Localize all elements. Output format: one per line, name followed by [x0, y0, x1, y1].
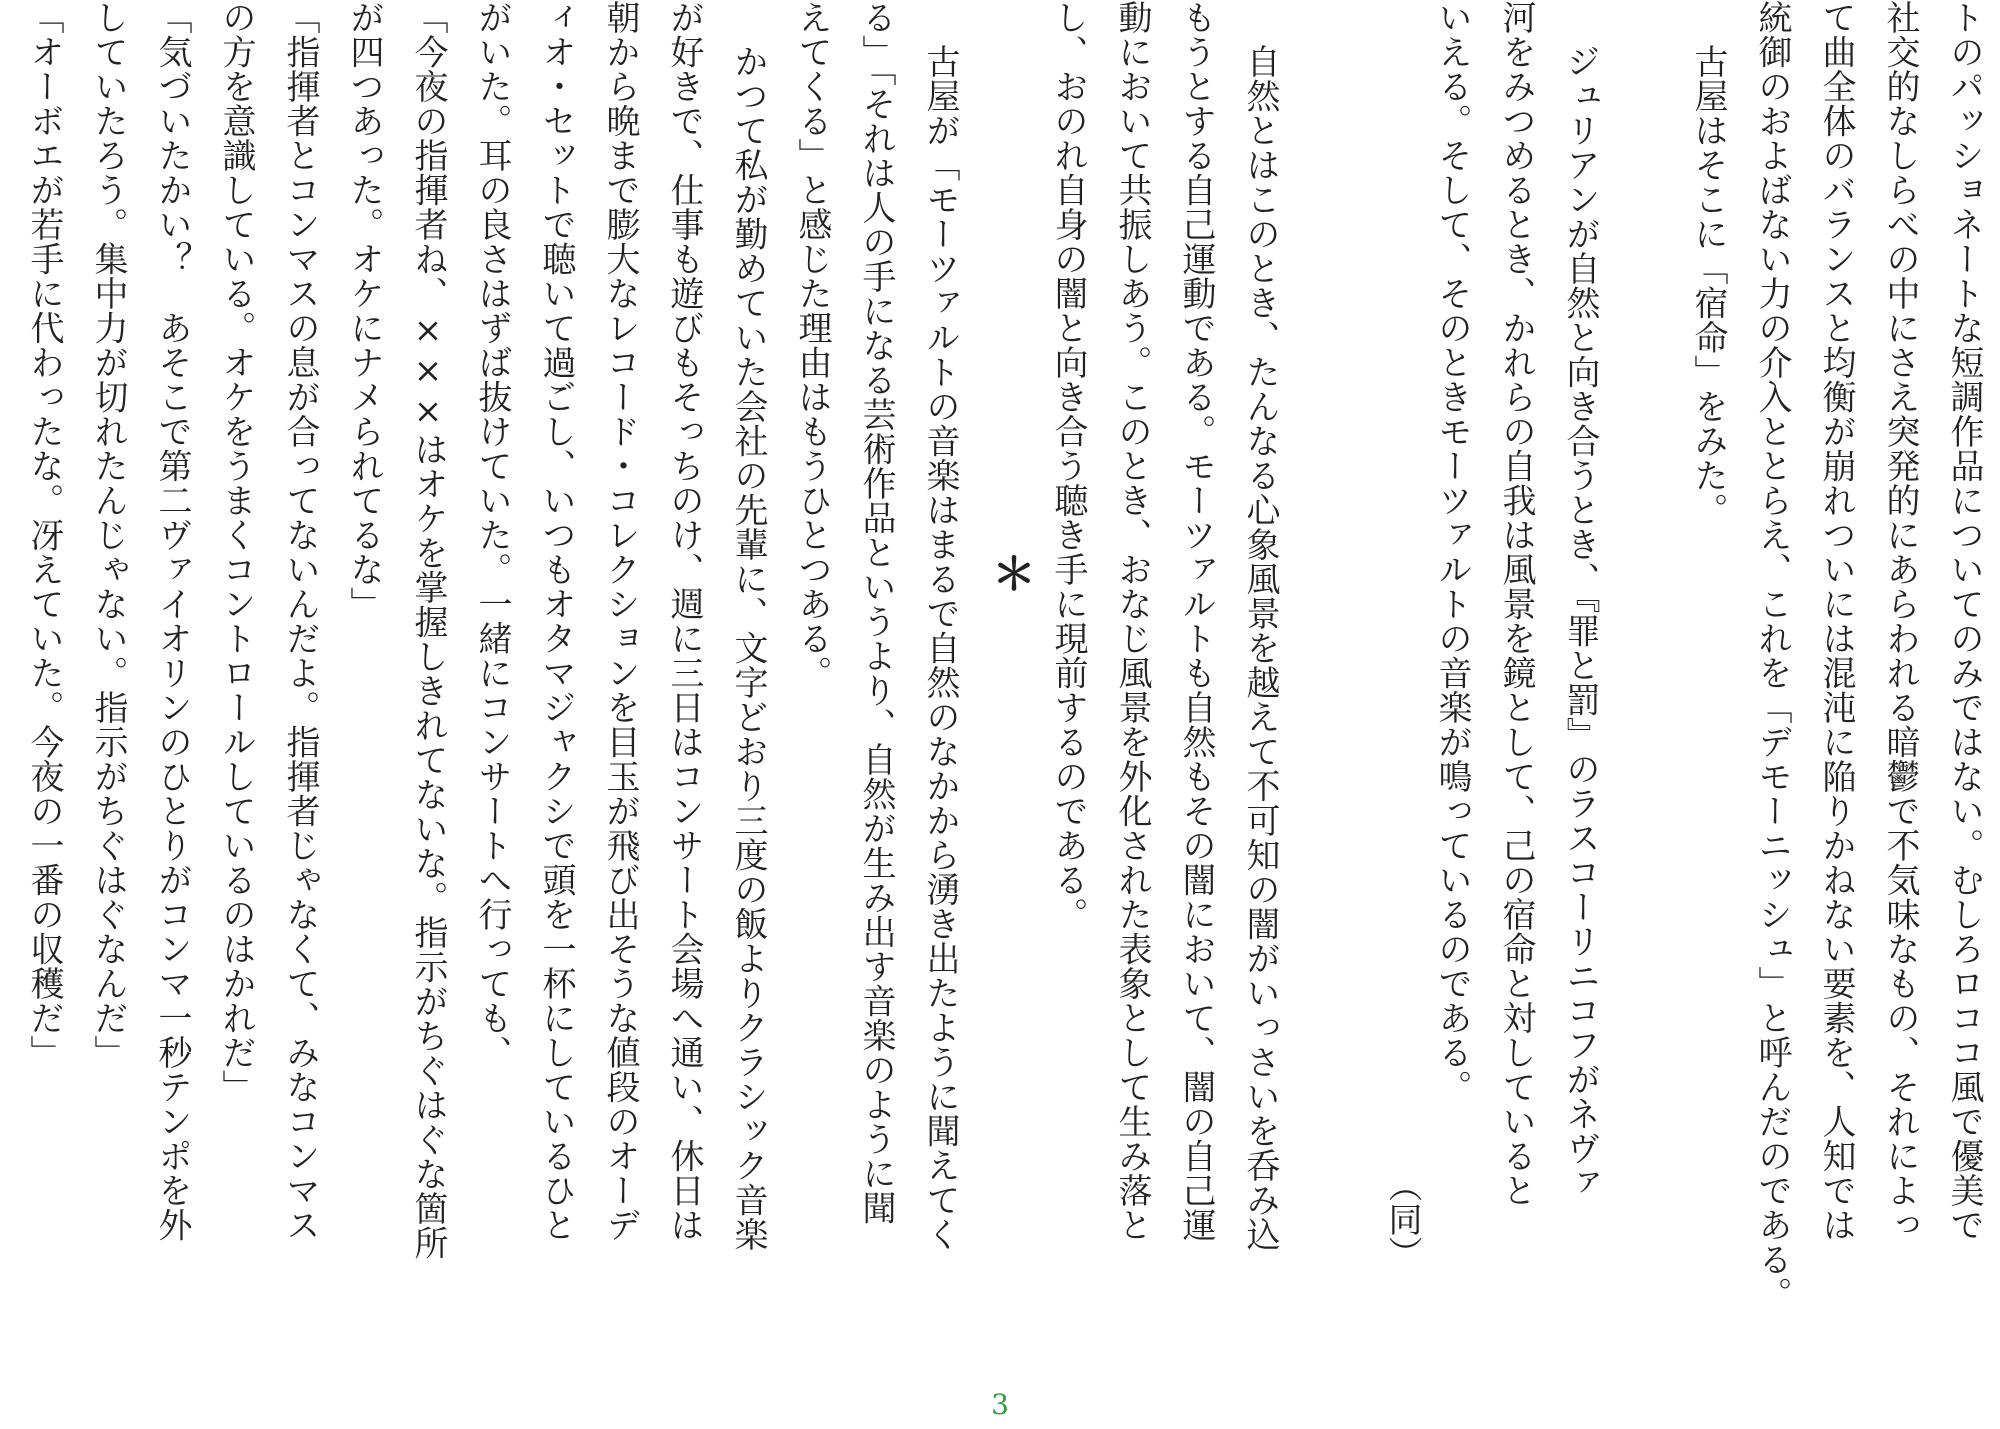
text-line: いえる。そして、そのときモーツァルトの音楽が鳴っているのである。 [1432, 0, 1472, 1104]
page-number: 3 [991, 1388, 1009, 1421]
quote-line: 「気づいたかい？ あそこで第二ヴァイオリンのひとりがコンマ一秒テンポを外 [152, 0, 192, 1242]
text-line: 統御のおよばない力の介入ととらえ、これを「デモーニッシュ」と呼んだのである。 [1752, 0, 1792, 1311]
text-line: 社交的なしらべの中にさえ突発的にあらわれる暗鬱で不気味なもの、それによっ [1880, 0, 1920, 1242]
text-line: 動において共振しあう。このとき、おなじ風景を外化された表象として生み落と [1112, 0, 1152, 1242]
text-line: トのパッショネートな短調作品についてのみではない。むしろロココ風で優美で [1944, 0, 1984, 1242]
text-line: て曲全体のバランスと均衡が崩れついには混沌に陥りかねない要素を、人知では [1816, 0, 1856, 1242]
quote-line: が四つあった。オケにナメられてるな」 [344, 0, 384, 621]
citation-reference: （同） [1382, 1168, 1422, 1270]
text-line: 自然とはこのとき、たんなる心象風景を越えて不可知の闇がいっさいを呑み込 [1240, 44, 1280, 1252]
text-line: ジュリアンが自然と向き合うとき、『罪と罰』のラスコーリニコフがネヴァ [1560, 44, 1600, 1200]
quote-line: していたろう。集中力が切れたんじゃない。指示がちぐはぐなんだ」 [88, 0, 128, 1070]
quote-line: の方を意識している。オケをうまくコントロールしているのはかれだ」 [216, 0, 256, 1104]
quote-line: 「指揮者とコンマスの息が合ってないんだよ。指揮者じゃなくて、みなコンマス [280, 0, 320, 1242]
text-line: がいた。耳の良さはずば抜けていた。一緒にコンサートへ行っても、 [472, 0, 512, 1070]
section-separator: ＊ [992, 549, 1036, 600]
text-line: 古屋はそこに「宿命」をみた。 [1688, 44, 1728, 527]
text-line: し、おのれ自身の闇と向き合う聴き手に現前するのである。 [1048, 0, 1088, 932]
text-line: かつて私が勤めていた会社の先輩に、文字どおり三度の飯よりクラシック音楽 [728, 44, 768, 1252]
quote-line: 「オーボエが若手に代わったな。冴えていた。今夜の一番の収穫だ」 [24, 0, 64, 1070]
text-line: 古屋が「モーツァルトの音楽はまるで自然のなかから湧き出たように聞えてく [920, 44, 960, 1252]
text-line: えてくる」と感じた理由はもうひとつある。 [792, 0, 832, 690]
text-line: る」「それは人の手になる芸術作品というより、自然が生み出す音楽のように聞 [856, 0, 896, 1225]
text-line: もうとする自己運動である。モーツァルトも自然もその闇において、闇の自己運 [1176, 0, 1216, 1242]
text-line: 朝から晩まで膨大なレコード・コレクションを目玉が飛び出そうな値段のオーデ [600, 0, 640, 1242]
text-line: ィオ・セットで聴いて過ごし、いつもオタマジャクシで頭を一杯にしているひと [536, 0, 576, 1242]
text-line: が好きで、仕事も遊びもそっちのけ、週に三日はコンサート会場へ通い、休日は [664, 0, 704, 1242]
quote-line: 「今夜の指揮者ね、×××はオケを掌握しきれてないな。指示がちぐはぐな箇所 [408, 0, 448, 1260]
text-line: 河をみつめるとき、かれらの自我は風景を鏡として、己の宿命と対していると [1496, 0, 1536, 1208]
